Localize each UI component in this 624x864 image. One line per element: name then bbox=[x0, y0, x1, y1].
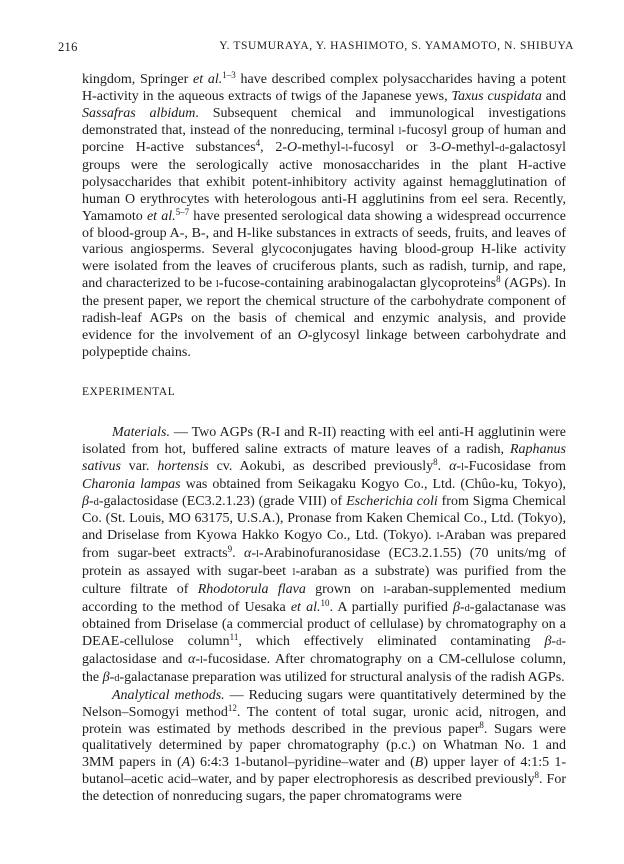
small-caps-prefix: l bbox=[436, 531, 440, 543]
italic-text-run: Raphanus sativus bbox=[82, 442, 566, 474]
text-run: -araban as a substrate) was purified from the culture filtrate of bbox=[82, 563, 566, 597]
text-run: kingdom, Springer bbox=[82, 72, 193, 87]
text-run: . For the detection of nonreducing sugars, the paper chromatograms were bbox=[82, 772, 566, 804]
italic-text-run: hortensis bbox=[157, 458, 209, 474]
reference-superscript: 12 bbox=[227, 702, 237, 713]
reference-superscript: 11 bbox=[229, 632, 239, 643]
text-run: -Arabinofuranosidase (EC3.2.1.55) (70 units/mg of protein as assayed with sugar-beet bbox=[82, 546, 566, 579]
italic-text-run: α- bbox=[449, 458, 462, 474]
text-run: . A partially purified bbox=[329, 599, 454, 615]
analytical-methods-paragraph bbox=[82, 688, 566, 806]
text-run: from Sigma Chemical Co. (St. Louis, MO 63175, U.S.A.), Pronase from Kaken Chemical Co., Ltd. (Tokyo), and Driselase from Kyowa Hakko Kogyo Co., Ltd. (Tokyo). bbox=[82, 493, 566, 544]
italic-text-run: Charonia lampas bbox=[82, 476, 181, 492]
reference-superscript: 8 bbox=[479, 719, 484, 730]
page-number: 216 bbox=[58, 40, 78, 54]
text-run: -fucose-containing arabinogalactan glycoproteins bbox=[218, 276, 497, 292]
italic-text-run: β- bbox=[102, 670, 115, 685]
text-run: , 2- bbox=[260, 140, 287, 156]
text-run: -galactosidase (EC3.2.1.23) (grade VIII) of bbox=[98, 493, 347, 509]
text-run: -galactanase preparation was utilized for structural analysis of the radish AGPs. bbox=[119, 670, 565, 685]
text-run: . The content of total sugar, uronic acid, nitrogen, and protein was estimated by methods described in the previous paper bbox=[82, 704, 566, 737]
small-caps-prefix: l bbox=[292, 566, 296, 578]
small-caps-prefix: l bbox=[398, 125, 402, 137]
italic-text-run: O bbox=[440, 140, 452, 156]
reference-superscript: 1–3 bbox=[222, 70, 236, 80]
text-run: ) upper layer of 4:1:5 1-butanol–acetic acid–water, and by paper electrophoresis as described previously bbox=[82, 755, 566, 788]
text-run: -araban-supplemented medium according to the method of Uesaka bbox=[82, 581, 566, 615]
running-head-authors: Y. TSUMURAYA, Y. HASHIMOTO, S. YAMAMOTO, N. SHIBUYA bbox=[219, 40, 574, 52]
text-run: cv. Aokubi, as described previously bbox=[208, 458, 434, 474]
small-caps-prefix: l bbox=[256, 549, 259, 561]
italic-text-run: O bbox=[297, 327, 308, 343]
reference-superscript: 8 bbox=[496, 274, 501, 285]
text-run: . bbox=[232, 546, 245, 562]
reference-superscript: 8 bbox=[433, 456, 438, 467]
section-heading-experimental: EXPERIMENTAL bbox=[82, 386, 176, 399]
italic-text-run: β- bbox=[82, 493, 94, 509]
small-caps-prefix: d bbox=[556, 637, 562, 649]
italic-text-run: β- bbox=[453, 599, 465, 615]
italic-text-run: α- bbox=[187, 652, 200, 668]
reference-superscript: 4 bbox=[255, 138, 261, 149]
text-run: have described complex polysaccharides having a potent H-activity in the aqueous extracts of twigs of the Japanese yews, bbox=[82, 72, 566, 104]
small-caps-prefix: d bbox=[499, 143, 505, 155]
text-run: -fucosyl group of human and porcine H-active substances bbox=[82, 122, 566, 156]
text-run: -methyl- bbox=[451, 140, 500, 156]
small-caps-prefix: l bbox=[215, 279, 219, 291]
italic-text-run: et al. bbox=[290, 599, 321, 615]
small-caps-prefix: d bbox=[93, 496, 99, 508]
introduction-paragraph bbox=[82, 72, 566, 361]
text-run: — Reducing sugars were quantitatively determined by the Nelson–Somogyi method bbox=[82, 687, 567, 720]
reference-superscript: 10 bbox=[320, 597, 330, 608]
italic-text-run: α- bbox=[244, 546, 257, 562]
text-run: . Subsequent chemical and immunological investigations demonstrated that, instead of the nonreducing, terminal bbox=[82, 105, 566, 138]
italic-text-run: Sassafras albidum bbox=[82, 105, 196, 121]
text-run: (AGPs). In the present paper, we report the chemical structure of the carbohydrate component of radish-leaf AGPs on the basis of chemical and enzymic analysis, and provide evidence for the involvement of an bbox=[82, 276, 566, 343]
small-caps-prefix: l bbox=[345, 143, 349, 155]
italic-text-run: β- bbox=[544, 634, 557, 650]
italic-text-run: B bbox=[414, 755, 424, 771]
text-run: -methyl- bbox=[297, 140, 346, 156]
text-run: . Sugars were qualitatively determined by paper chromatography (p.c.) on Whatman No. 1 and 3MM papers in ( bbox=[82, 721, 566, 771]
italic-text-run: O bbox=[286, 140, 298, 156]
italic-text-run: Analytical methods. bbox=[112, 687, 225, 703]
small-caps-prefix: d bbox=[464, 602, 470, 614]
small-caps-prefix: l bbox=[383, 584, 387, 596]
body-text bbox=[82, 72, 566, 806]
text-run: -galactosyl groups were the serologically active monosaccharides in the plant H-active polysaccharides that exhibit potent-inhibitory activity against hemagglutination of human O erythrocytes with heterologous anti-H agglutinins from eel sera. Recently, Yamamoto bbox=[82, 140, 566, 224]
text-run: — Two AGPs (R-I and R-II) reacting with eel anti-H agglutinin were isolated from hot, buffered saline extracts of mature leaves of a radish, bbox=[82, 425, 566, 458]
italic-text-run: Escherichia coli bbox=[346, 493, 438, 509]
small-caps-prefix: l bbox=[200, 655, 203, 667]
small-caps-prefix: l bbox=[461, 461, 464, 473]
italic-text-run: et al. bbox=[146, 208, 176, 224]
text-run: have presented serological data showing a widespread occurrence of blood-group A-, B-, and H-like substances in extracts of seeds, fruits, and leaves of various angiosperms. Several glycoconjugates having blood-group H-like activity were isolated from the leaves of cruciferous plants, such as radish, turnip, and rape, and characterized to be bbox=[82, 208, 566, 292]
materials-paragraph bbox=[82, 425, 566, 688]
italic-text-run: Taxus cuspidata bbox=[451, 88, 542, 104]
text-run: , which effectively eliminated contaminating bbox=[238, 634, 545, 650]
text-run: . bbox=[437, 458, 450, 474]
text-run: -glycosyl linkage between carbohydrate and polypeptide chains. bbox=[82, 327, 566, 360]
reference-superscript: 8 bbox=[534, 770, 540, 781]
text-run: var. bbox=[120, 458, 158, 474]
text-run: grown on bbox=[305, 581, 384, 597]
italic-text-run: Materials. bbox=[112, 425, 170, 441]
text-run: was obtained from Seikagaku Kogyo Co., Ltd. (Chûo-ku, Tokyo), bbox=[180, 476, 566, 492]
reference-superscript: 9 bbox=[227, 544, 233, 555]
text-run: -fucosidase. After chromatography on a CM-cellulose column, the bbox=[82, 652, 566, 685]
italic-text-run: A bbox=[181, 755, 191, 771]
text-run: -galactanase was obtained from Driselase (a commercial product of cellulase) by chromatography on a DEAE-cellulose column bbox=[82, 599, 566, 650]
small-caps-prefix: d bbox=[114, 673, 120, 684]
text-run: -fucosyl or 3- bbox=[348, 140, 441, 156]
text-run: -Araban was prepared from sugar-beet extracts bbox=[82, 528, 566, 562]
italic-text-run: Rhodotorula flava bbox=[197, 581, 306, 597]
text-run: -galactosidase and bbox=[82, 634, 566, 668]
text-run: -Fucosidase from bbox=[464, 458, 566, 474]
reference-superscript: 5–7 bbox=[175, 206, 190, 217]
text-run: and bbox=[541, 88, 566, 104]
text-run: ) 6:4:3 1-butanol–pyridine–water and ( bbox=[190, 755, 415, 771]
italic-text-run: et al. bbox=[193, 72, 223, 87]
